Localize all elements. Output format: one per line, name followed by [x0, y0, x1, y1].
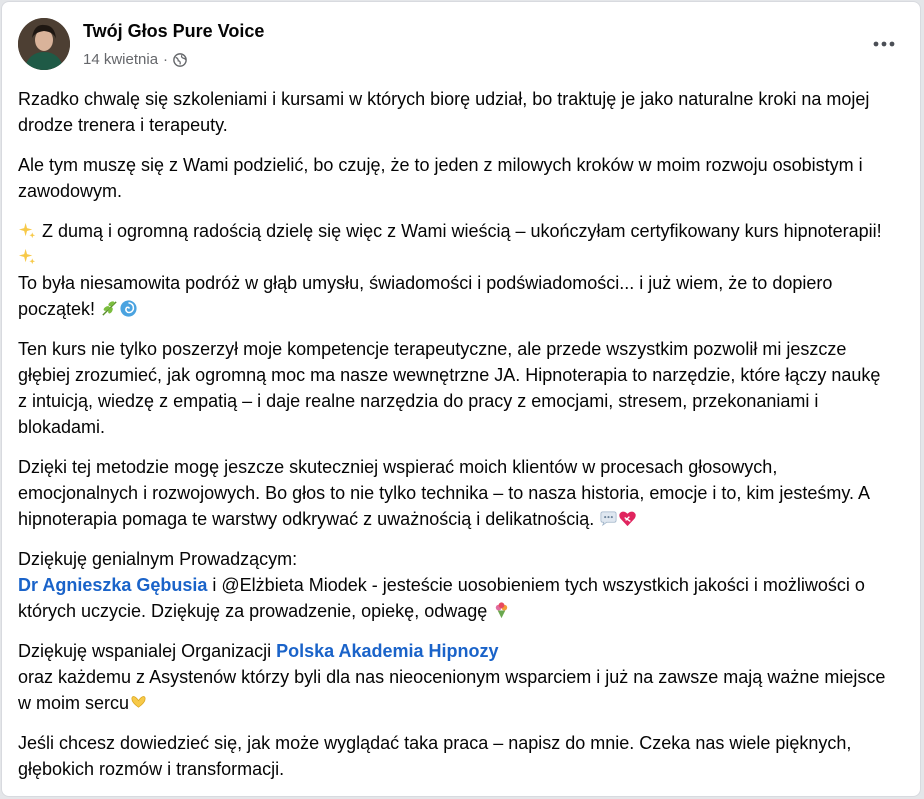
globe-icon[interactable] [173, 53, 187, 67]
speech-bubble-icon [599, 509, 618, 528]
herb-icon [100, 299, 119, 318]
more-options-icon[interactable] [866, 26, 902, 62]
paragraph-text: Dziękuję wspanialej Organizacji [18, 641, 277, 661]
paragraph-text: To była niesamowita podróż w głąb umysłu, świadomości i podświadomości... i już wiem, że to dopiero początek! [18, 273, 833, 319]
mending-heart-icon [618, 509, 637, 528]
paragraph [18, 546, 890, 624]
post-header [18, 18, 904, 74]
paragraph-text: i @Elżbieta Miodek - jesteście uosobieniem tych wszystkich jakości i możliwości o których uczycie. Dziękuję za prowadzenie, opiekę, odwagę [18, 575, 865, 621]
meta-separator: · [163, 51, 169, 68]
sparkles-icon [18, 221, 37, 240]
paragraph: Ten kurs nie tylko poszerzył moje kompetencje terapeutyczne, ale przede wszystkim pozwolił mi jeszcze głębiej zrozumieć, jak ogromną moc ma nasze wewnętrzne JA. Hipnoterapia to narzędzie, które łączy naukę z intuicją, wiedzę z empatią – i daje realne narzędzia do pracy z emocjami, stresem, przekonaniami i blokadami. [18, 339, 881, 437]
paragraph [18, 638, 890, 716]
cyclone-icon [119, 299, 138, 318]
paragraph [18, 454, 890, 532]
paragraph-text: Dzięki tej metodzie mogę jeszcze skuteczniej wspierać moich klientów w procesach głosowych, emocjonalnych i rozwojowych. Bo głos to nie tylko technika – to nasza historia, emocje i to, kim jesteśmy. A hipnoterapia pomaga te warstwy odkrywać z uważnością i delikatnością. [18, 457, 870, 529]
post-card [1, 1, 921, 797]
author-name[interactable]: Twój Głos Pure Voice [83, 21, 265, 41]
post-body [18, 86, 890, 796]
paragraph-text: Dziękuję genialnym Prowadzącym: [18, 549, 298, 569]
post-meta [83, 51, 187, 68]
organization-link[interactable]: Polska Akademia Hipnozy [276, 641, 499, 661]
avatar[interactable] [18, 18, 70, 70]
post-date[interactable]: 14 kwietnia [83, 51, 159, 68]
paragraph-text: oraz każdemu z Asystenów którzy byli dla nas nieocenionym wsparciem i już na zawsze mają ważne miejsce w moim sercu [18, 667, 886, 713]
heart-hands-icon [129, 693, 148, 712]
paragraph: Ale tym muszę się z Wami podzielić, bo czuję, że to jeden z milowych kroków w moim rozwoju osobistym i zawodowym. [18, 155, 863, 201]
paragraph [18, 218, 890, 322]
paragraph-text: Z dumą i ogromną radością dzielę się więc z Wami wieścią – ukończyłam certyfikowany kurs hipnoterapii! [37, 221, 882, 241]
bouquet-icon [492, 601, 511, 620]
paragraph: Rzadko chwalę się szkoleniami i kursami w których biorę udział, bo traktuję je jako naturalne kroki na mojej drodze trenera i terapeuty. [18, 89, 870, 135]
sparkles-icon [18, 247, 37, 266]
mention-link[interactable]: Dr Agnieszka Gębusia [18, 575, 208, 595]
paragraph: Jeśli chcesz dowiedzieć się, jak może wyglądać taka praca – napisz do mnie. Czeka nas wiele pięknych, głębokich rozmów i transformacji. [18, 733, 852, 779]
